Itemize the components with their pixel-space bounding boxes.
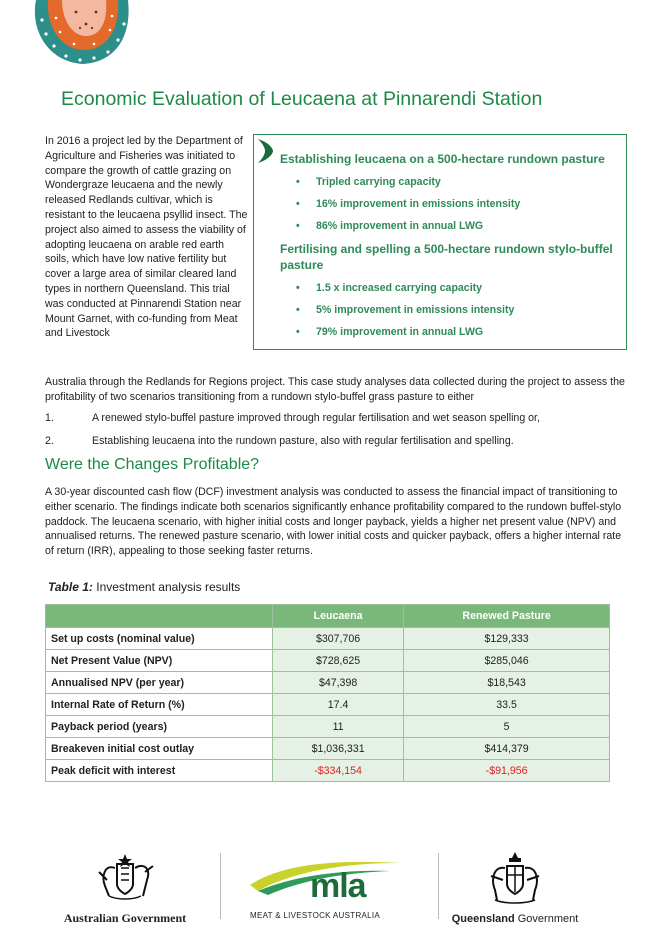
renewed-pasture-value: -$91,956 <box>404 760 610 782</box>
renewed-pasture-value: 5 <box>404 716 610 738</box>
logo-divider <box>220 853 221 919</box>
coat-of-arms-icon <box>95 850 155 904</box>
row-label: Internal Rate of Return (%) <box>46 694 273 716</box>
australian-government-logo <box>50 850 200 926</box>
scenario-text: A renewed stylo-buffel pasture improved through regular fertilisation and wet season spelling or, <box>92 412 540 424</box>
section-title: Were the Changes Profitable? <box>45 456 260 473</box>
leucaena-value: 11 <box>273 716 404 738</box>
leucaena-value: $728,625 <box>273 650 404 672</box>
leucaena-value: 17.4 <box>273 694 404 716</box>
row-label: Breakeven initial cost outlay <box>46 738 273 760</box>
row-label: Annualised NPV (per year) <box>46 672 273 694</box>
scenario-item <box>45 411 540 434</box>
table-caption-text: Investment analysis results <box>92 580 241 594</box>
finding-item: • Tripled carrying capacity <box>296 175 520 197</box>
header-cell-leucaena: Leucaena <box>273 605 404 628</box>
logo-divider <box>438 853 439 919</box>
aboriginal-art-decoration <box>28 0 138 70</box>
leucaena-heading: Establishing leucaena on a 500-hectare rundown pasture <box>280 152 605 166</box>
section-paragraph: A 30-year discounted cash flow (DCF) investment analysis was conducted to assess the financial impact of transitioning to either scenario. The findings indicate both scenarios significantly enhance profitability compared to the rundown buffel-stylo paddock. The leucaena scenario, with higher initial costs and longer payback, yields a higher net present value (NPV) and annualised returns. The renewed pasture scenario, with lower initial costs and quicker payback, offers a higher internal rate of return (IRR), appealing to those seeking faster returns. <box>45 486 622 558</box>
table-row <box>46 694 610 716</box>
renewed-pasture-value: $285,046 <box>404 650 610 672</box>
intro-continuation: Australia through the Redlands for Regions project. This case study analyses data collected during the project to assess the profitability of two scenarios transitioning from a rundown stylo-buffel grass pasture to either <box>45 376 625 403</box>
leucaena-value: $47,398 <box>273 672 404 694</box>
leucaena-value: -$334,154 <box>273 760 404 782</box>
row-label: Net Present Value (NPV) <box>46 650 273 672</box>
australian-government-text: Australian Government <box>63 911 187 925</box>
finding-item: • 5% improvement in emissions intensity <box>296 303 514 325</box>
mla-wordmark: mla <box>310 867 366 905</box>
finding-item: • 16% improvement in emissions intensity <box>296 197 520 219</box>
page-title: Economic Evaluation of Leucaena at Pinnarendi Station <box>61 88 543 110</box>
table-caption <box>48 580 240 594</box>
scenario-number: 1. <box>45 412 54 424</box>
leucaena-findings <box>296 175 520 241</box>
table-row <box>46 628 610 650</box>
renewed-pasture-value: $129,333 <box>404 628 610 650</box>
table-caption-label: Table 1: <box>48 580 93 594</box>
header-cell-renewed-pasture: Renewed Pasture <box>404 605 610 628</box>
renewed-pasture-value: 33.5 <box>404 694 610 716</box>
scenario-item <box>45 434 540 457</box>
row-label: Peak deficit with interest <box>46 760 273 782</box>
table-row <box>46 672 610 694</box>
queensland-text: Queensland <box>451 913 515 925</box>
scenario-text: Establishing leucaena into the rundown pasture, also with regular fertilisation and spelling. <box>92 435 514 447</box>
mla-logo <box>240 855 420 920</box>
finding-item: • 1.5 x increased carrying capacity <box>296 281 514 303</box>
pasture-heading: Fertilising and spelling a 500-hectare rundown stylo-buffel pasture <box>280 242 613 272</box>
finding-item: • 86% improvement in annual LWG <box>296 219 520 241</box>
scenario-list <box>45 411 540 457</box>
queensland-government-text <box>450 913 580 925</box>
finding-item: • 79% improvement in annual LWG <box>296 325 514 347</box>
table-row <box>46 650 610 672</box>
table-row <box>46 738 610 760</box>
queensland-crest-icon <box>485 850 545 906</box>
table-header-row <box>46 605 610 628</box>
pasture-findings <box>296 281 514 347</box>
queensland-government-logo <box>450 850 580 925</box>
intro-paragraph: In 2016 a project led by the Department of Agriculture and Fisheries was initiated to compare the growth of cattle grazing on Wondergraze leucaena and the newly released Redlands cultivar, which is resistant to the leucaena psyllid insect. The project also aimed to assess the viability of adopting leucaena on arable red earth soils, which have low native fertility but cover a large area of similar cleared land types in northern Queensland. This trial was conducted at Pinnarendi Station near Mount Garnet, with co-funding from Meat and Livestock <box>45 135 248 340</box>
header-cell-empty <box>46 605 273 628</box>
table-row <box>46 760 610 782</box>
leucaena-value: $1,036,331 <box>273 738 404 760</box>
row-label: Payback period (years) <box>46 716 273 738</box>
mla-fullname: MEAT & LIVESTOCK AUSTRALIA <box>250 911 381 920</box>
leucaena-value: $307,706 <box>273 628 404 650</box>
government-text: Government <box>514 913 579 925</box>
renewed-pasture-value: $414,379 <box>404 738 610 760</box>
investment-results-table <box>45 604 610 782</box>
renewed-pasture-value: $18,543 <box>404 672 610 694</box>
row-label: Set up costs (nominal value) <box>46 628 273 650</box>
chevron-marker-icon <box>258 139 274 163</box>
table-row <box>46 716 610 738</box>
scenario-number: 2. <box>45 435 54 447</box>
key-findings-box <box>253 134 627 350</box>
